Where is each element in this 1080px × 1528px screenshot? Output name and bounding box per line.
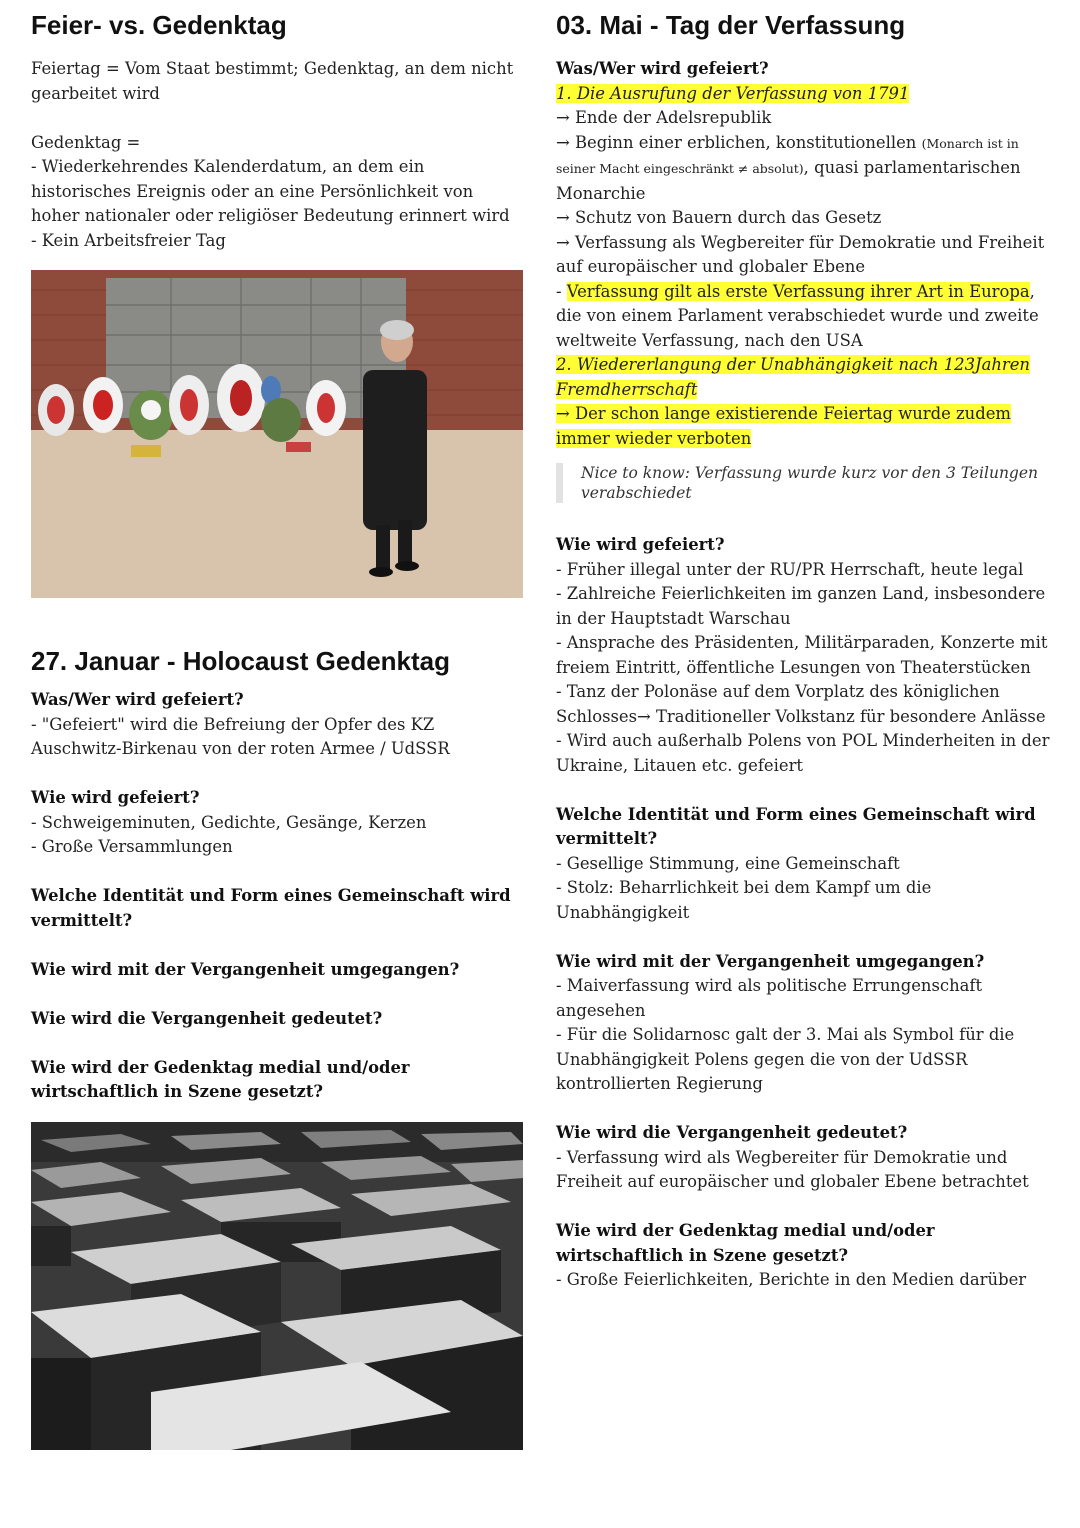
- question: Wie wird die Vergangenheit gedeutet?: [31, 1008, 383, 1028]
- answer: - Wird auch außerhalb Polens von POL Minderheiten in der Ukraine, Litauen etc. gefeiert: [556, 731, 1050, 775]
- question: Wie wird gefeiert?: [556, 535, 725, 554]
- answer: - Maiverfassung wird als politische Errungenschaft angesehen: [556, 976, 983, 1020]
- question: Wie wird mit der Vergangenheit umgegangen?: [31, 959, 460, 979]
- highlighted-text: Verfassung gilt als erste Verfassung ihrer Art in Europa: [566, 281, 1030, 301]
- answer: → Beginn einer erblichen, konstitutionellen (Monarch ist in seiner Macht eingeschränkt ≠ absolut), quasi parlamentarischen Monarchie: [556, 132, 1021, 203]
- answer: - Gesellige Stimmung, eine Gemeinschaft: [556, 853, 900, 873]
- section-holocaust-gedenktag: [31, 646, 523, 1105]
- gedenktag-label: Gedenktag =: [31, 132, 141, 152]
- gedenktag-note: - Kein Arbeitsfreier Tag: [31, 230, 226, 250]
- answer: - Große Versammlungen: [31, 837, 233, 856]
- answer: - Tanz der Polonäse auf dem Vorplatz des königlichen Schlosses→ Traditioneller Volkstanz für besondere Anlässe: [556, 682, 1046, 726]
- highlighted-text: → Der schon lange existierende Feiertag wurde zudem immer wieder verboten: [556, 404, 1011, 448]
- question: Welche Identität und Form eines Gemeinschaft wird vermittelt?: [556, 804, 1036, 848]
- answer: - Verfassung wird als Wegbereiter für Demokratie und Freiheit auf europäischer und globaler Ebene betrachtet: [556, 1147, 1029, 1191]
- answer: - Stolz: Beharrlichkeit bei dem Kampf um die Unabhängigkeit: [556, 878, 932, 922]
- memorial-blocks-photo: [31, 1122, 523, 1450]
- section-feier-vs-gedenktag: [31, 10, 523, 253]
- question: Wie wird mit der Vergangenheit umgegangen?: [556, 951, 985, 971]
- answer: - Große Feierlichkeiten, Berichte in den Medien darüber: [556, 1270, 1027, 1289]
- gedenktag-definition: - Wiederkehrendes Kalenderdatum, an dem ein historisches Ereignis oder an eine Persönlichkeit von hoher nationaler oder religiöser Bedeutung erinnert wird: [31, 157, 510, 225]
- question: Was/Wer wird gefeiert?: [556, 59, 769, 78]
- question: Welche Identität und Form eines Gemeinschaft wird vermittelt?: [31, 886, 511, 930]
- parenthetical-note: (Monarch ist in seiner Macht eingeschränkt ≠ absolut): [556, 135, 1019, 176]
- question: Was/Wer wird gefeiert?: [31, 690, 244, 709]
- section-tag-der-verfassung: [556, 10, 1056, 1293]
- answer: → Verfassung als Wegbereiter für Demokratie und Freiheit auf europäischer und globaler Ebene: [556, 232, 1045, 276]
- question: Wie wird gefeiert?: [31, 788, 200, 807]
- section-title: Feier- vs. Gedenktag: [31, 10, 287, 40]
- highlighted-point: 2. Wiedererlangung der Unabhängigkeit nach 123Jahren Fremdherrschaft: [556, 355, 1030, 399]
- answer: - Schweigeminuten, Gedichte, Gesänge, Kerzen: [31, 812, 427, 832]
- memorial-wall-photo: [31, 270, 523, 598]
- question: Wie wird der Gedenktag medial und/oder wirtschaftlich in Szene gesetzt?: [31, 1057, 410, 1101]
- answer: - Verfassung gilt als erste Verfassung ihrer Art in Europa, die von einem Parlament verabschiedet wurde und zweite weltweite Verfassung, nach den USA: [556, 281, 1039, 350]
- nice-to-know-quote: Nice to know: Verfassung wurde kurz vor den 3 Teilungen verabschiedet: [556, 463, 1056, 503]
- section-title: 03. Mai - Tag der Verfassung: [556, 10, 906, 40]
- answer: → Schutz von Bauern durch das Gesetz: [556, 208, 882, 227]
- answer: - Für die Solidarnosc galt der 3. Mai als Symbol für die Unabhängigkeit Polens gegen die von der UdSSR kontrollierten Regierung: [556, 1025, 1015, 1093]
- section-title: 27. Januar - Holocaust Gedenktag: [31, 646, 451, 676]
- feiertag-definition: Feiertag = Vom Staat bestimmt; Gedenktag, an dem nicht gearbeitet wird: [31, 59, 514, 103]
- answer: - Früher illegal unter der RU/PR Herrschaft, heute legal: [556, 559, 1024, 579]
- question: Wie wird die Vergangenheit gedeutet?: [556, 1123, 908, 1142]
- answer: - Zahlreiche Feierlichkeiten im ganzen Land, insbesondere in der Hauptstadt Warschau: [556, 584, 1046, 628]
- answer: → Ende der Adelsrepublik: [556, 108, 772, 127]
- question: Wie wird der Gedenktag medial und/oder wirtschaftlich in Szene gesetzt?: [556, 1221, 935, 1265]
- answer: - Ansprache des Präsidenten, Militärparaden, Konzerte mit freiem Eintritt, öffentliche Lesungen von Theaterstücken: [556, 633, 1048, 677]
- highlighted-point: 1. Die Ausrufung der Verfassung von 1791: [556, 83, 910, 103]
- answer: - "Gefeiert" wird die Befreiung der Opfer des KZ Auschwitz-Birkenau von der roten Armee / UdSSR: [31, 714, 450, 758]
